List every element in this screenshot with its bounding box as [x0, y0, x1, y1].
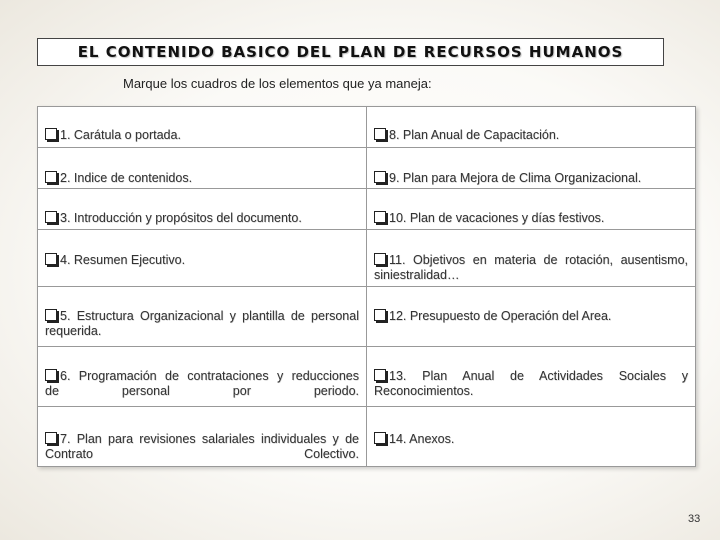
- item-label: 14. Anexos.: [389, 432, 455, 446]
- item-label: 3. Introducción y propósitos del documento.: [60, 211, 302, 225]
- checklist-item-4: [38, 230, 367, 287]
- checkbox-icon[interactable]: [374, 432, 386, 444]
- checkbox-icon[interactable]: [374, 253, 386, 265]
- item-label-continued: siniestralidad…: [374, 268, 460, 282]
- checklist-item-9: [367, 148, 696, 189]
- checklist-item-10: [367, 189, 696, 230]
- page-title: EL CONTENIDO BASICO DEL PLAN DE RECURSOS HUMANOS: [77, 43, 624, 61]
- checkbox-icon[interactable]: [45, 253, 57, 265]
- item-label: 11. Objetivos en materia de rotación, ausentismo,: [389, 253, 688, 267]
- table-row: [38, 407, 696, 467]
- checkbox-icon[interactable]: [45, 432, 57, 444]
- item-label: 1. Carátula o portada.: [60, 128, 181, 142]
- checkbox-icon[interactable]: [374, 369, 386, 381]
- checkbox-icon[interactable]: [374, 128, 386, 140]
- table-row: [38, 287, 696, 347]
- item-label: 6. Programación de contrataciones y reducciones: [60, 369, 359, 383]
- checklist-item-13: [367, 347, 696, 407]
- item-label-continued: de personal por periodo.: [45, 384, 359, 398]
- table-row: [38, 347, 696, 407]
- item-label-continued: Reconocimientos.: [374, 384, 474, 398]
- item-label-continued: Contrato Colectivo.: [45, 447, 359, 461]
- checkbox-icon[interactable]: [45, 211, 57, 223]
- checkbox-icon[interactable]: [374, 171, 386, 183]
- item-label: 9. Plan para Mejora de Clima Organizacional.: [389, 171, 642, 185]
- checklist-item-12: [367, 287, 696, 347]
- table-row: [38, 230, 696, 287]
- checkbox-icon[interactable]: [45, 171, 57, 183]
- checkbox-icon[interactable]: [374, 309, 386, 321]
- checklist-item-6: [38, 347, 367, 407]
- item-label-continued: requerida.: [45, 324, 102, 338]
- item-label: 10. Plan de vacaciones y días festivos.: [389, 211, 605, 225]
- checklist-item-7: [38, 407, 367, 467]
- page-number: 33: [688, 513, 701, 525]
- checklist-item-2: [38, 148, 367, 189]
- checklist-item-1: [38, 107, 367, 148]
- item-label: 4. Resumen Ejecutivo.: [60, 253, 186, 267]
- checklist-table: [37, 106, 696, 467]
- checkbox-icon[interactable]: [45, 309, 57, 321]
- checkbox-icon[interactable]: [374, 211, 386, 223]
- table-row: [38, 148, 696, 189]
- item-label: 13. Plan Anual de Actividades Sociales y: [389, 369, 688, 383]
- checklist-item-11: [367, 230, 696, 287]
- item-label: 7. Plan para revisiones salariales individuales y de: [60, 432, 359, 446]
- table-row: [38, 189, 696, 230]
- checklist-item-8: [367, 107, 696, 148]
- title-box: [37, 38, 664, 66]
- checklist-item-5: [38, 287, 367, 347]
- checklist-item-14: [367, 407, 696, 467]
- item-label: 12. Presupuesto de Operación del Area.: [389, 309, 612, 323]
- checkbox-icon[interactable]: [45, 128, 57, 140]
- checklist-item-3: [38, 189, 367, 230]
- item-label: 2. Indice de contenidos.: [60, 171, 193, 185]
- table-row: [38, 107, 696, 148]
- checkbox-icon[interactable]: [45, 369, 57, 381]
- instructions-text: Marque los cuadros de los elementos que ya maneja:: [123, 76, 432, 91]
- item-label: 5. Estructura Organizacional y plantilla de personal: [60, 309, 359, 323]
- item-label: 8. Plan Anual de Capacitación.: [389, 128, 560, 142]
